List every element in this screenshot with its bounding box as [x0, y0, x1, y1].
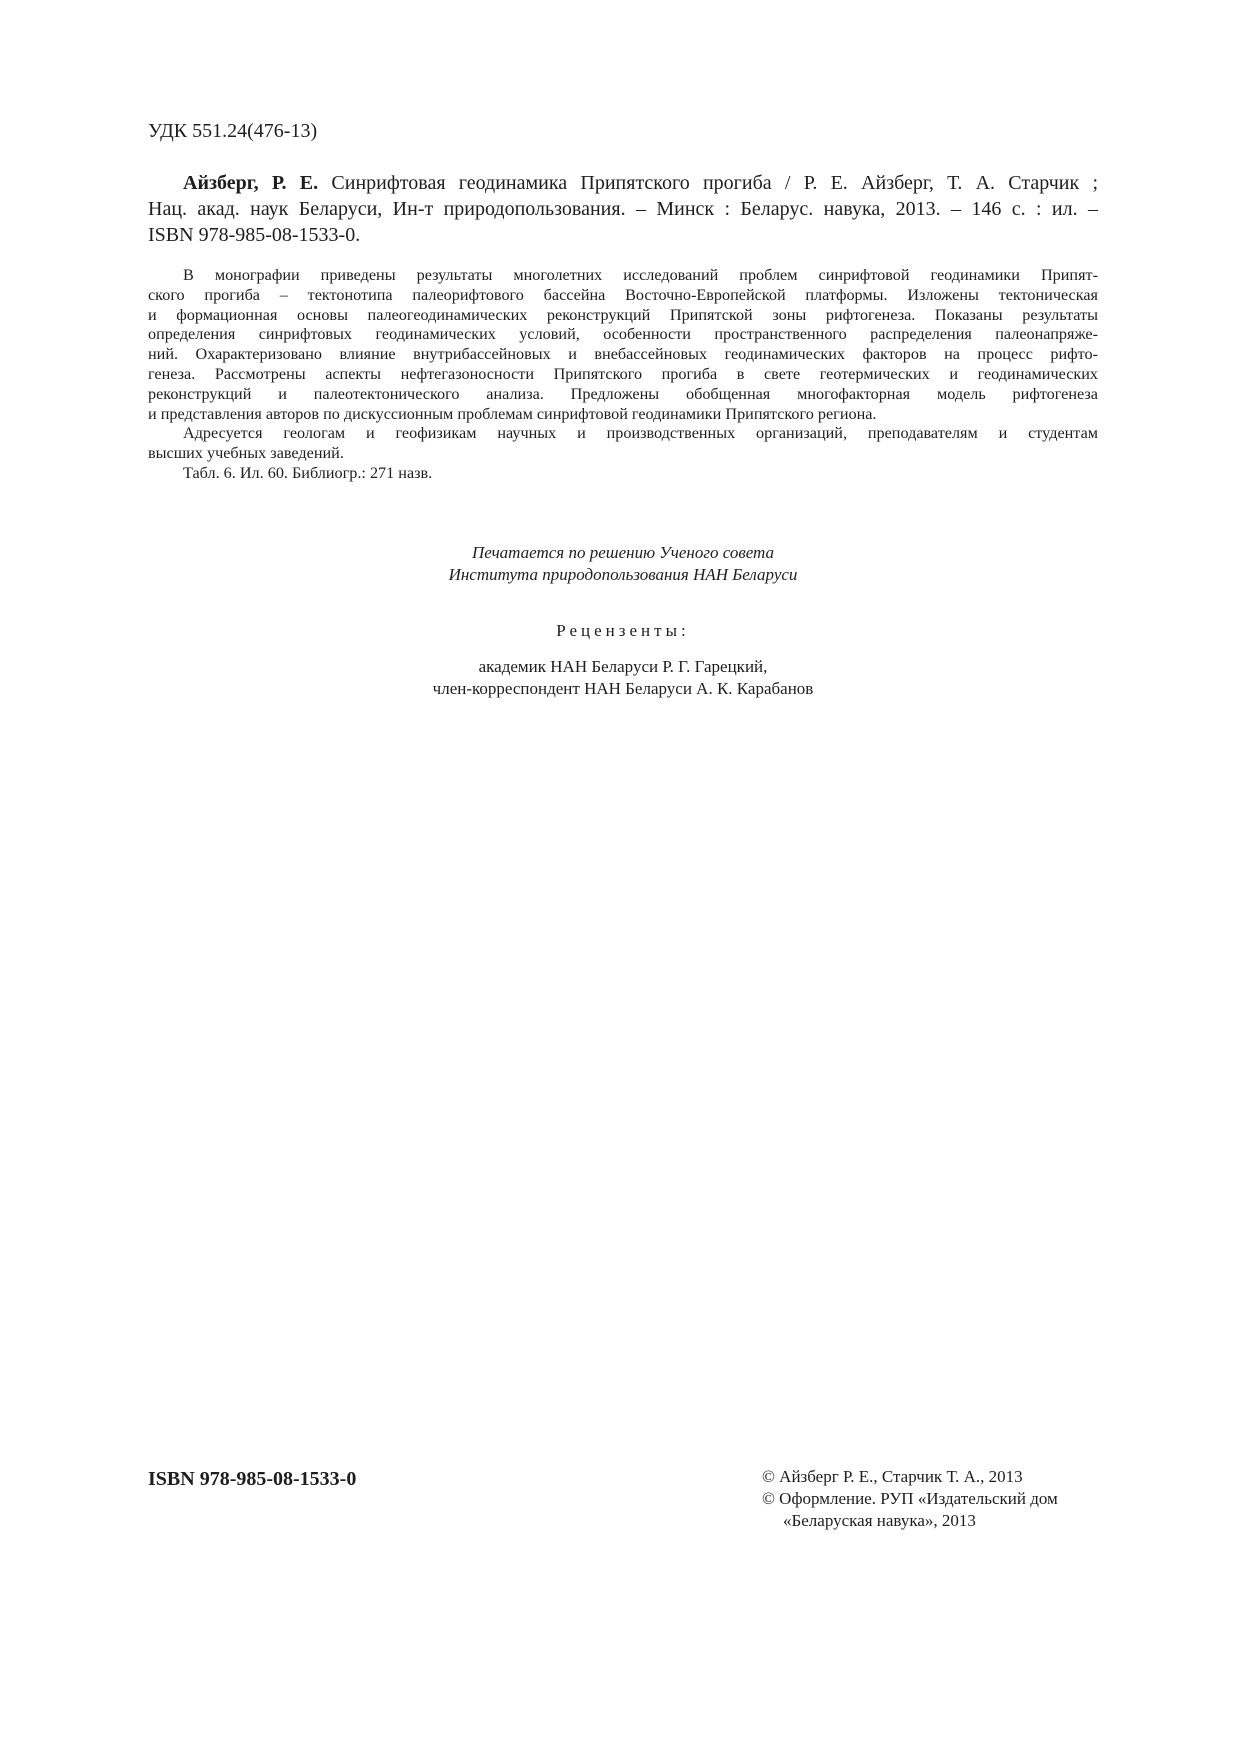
reviewers-heading: Рецензенты: — [556, 621, 690, 640]
abstract-line: генеза. Рассмотрены аспекты нефтегазоносности Припятского прогиба в свете геотермических и геодинамических — [148, 364, 1098, 383]
abstract-line: и формационная основы палеогеодинамических реконструкций Припятской зоны рифтогенеза. Показаны результаты — [148, 305, 1098, 324]
abstract-stats: Табл. 6. Ил. 60. Библиогр.: 271 назв. — [183, 463, 433, 482]
abstract-line: и представления авторов по дискуссионным проблемам синрифтовой геодинамики Припятского региона. — [148, 404, 877, 423]
bibliographic-record — [148, 170, 1098, 248]
reviewers-list — [148, 656, 1098, 700]
abstract-line: ний. Охарактеризовано влияние внутрибассейновых и внебассейновых геодинамических факторов на процесс рифто- — [148, 345, 1098, 364]
abstract-line: ского прогиба – тектонотипа палеорифтового бассейна Восточно-Европейской платформы. Изложены тектоническая — [148, 285, 1098, 304]
publication-approval — [148, 542, 1098, 586]
copyright-block — [762, 1466, 1058, 1532]
bibliographic-line-1 — [148, 170, 1098, 196]
abstract-line: определения синрифтовых геодинамических условий, особенности пространственного распределения палеонапряже- — [148, 325, 1098, 344]
publication-approval-line-1: Печатается по решению Ученого совета — [471, 543, 775, 562]
publication-approval-line-2: Института природопользования НАН Беларуси — [448, 565, 798, 584]
abstract — [148, 266, 1098, 484]
reviewer-1: академик НАН Беларуси Р. Г. Гарецкий, — [478, 657, 768, 676]
audience-line: высших учебных заведений. — [148, 444, 344, 463]
copyright-design: © Оформление. РУП «Издательский дом — [762, 1489, 1058, 1508]
abstract-line: В монографии приведены результаты многолетних исследований проблем синрифтовой геодинамики Припят- — [183, 266, 1098, 284]
copyright-authors: © Айзберг Р. Е., Старчик Т. А., 2013 — [762, 1467, 1023, 1486]
bibliographic-author: Айзберг, Р. Е. — [183, 172, 319, 194]
bibliographic-line-3: ISBN 978-985-08-1533-0. — [148, 224, 361, 246]
audience-line: Адресуется геологам и геофизикам научных и производственных организаций, преподавателям и студентам — [183, 424, 1098, 443]
abstract-line: реконструкций и палеотектонического анализа. Предложены обобщенная многофакторная модель рифтогенеза — [148, 384, 1098, 403]
copyright-publisher: «Беларуская навука», 2013 — [783, 1511, 976, 1530]
udk-code: УДК 551.24(476-13) — [148, 120, 318, 142]
bibliographic-line-2: Нац. акад. наук Беларуси, Ин-т природопользования. – Минск : Беларус. навука, 2013. – 146 с. : ил. – — [148, 198, 1098, 220]
isbn-number: ISBN 978-985-08-1533-0 — [148, 1468, 357, 1490]
bibliographic-title: Синрифтовая геодинамика Припятского прогиба / Р. Е. Айзберг, Т. А. Старчик ; — [318, 172, 1099, 194]
reviewer-2: член-корреспондент НАН Беларуси А. К. Карабанов — [432, 679, 814, 698]
